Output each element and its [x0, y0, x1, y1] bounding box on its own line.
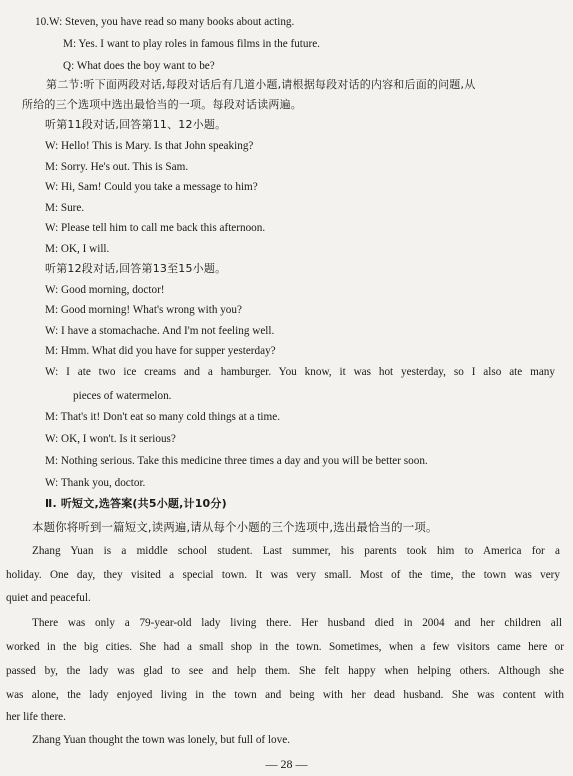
- dialogue-line: W: Please tell him to call me back this afternoon.: [45, 222, 266, 234]
- part-instruction: 本题你将听到一篇短文,读两遍,请从每个小题的三个选项中,选出最恰当的一项。: [32, 520, 438, 534]
- dialogue-line: M: Good morning! What's wrong with you?: [45, 304, 242, 316]
- question-line: Q: What does the boy want to be?: [63, 60, 215, 72]
- dialogue-line: M: Yes. I want to play roles in famous films in the future.: [63, 38, 320, 50]
- passage-line: passed by, the lady was glad to see and help them. She felt happy when helping others. Although she: [6, 665, 564, 677]
- dialogue-line: W: OK, I won't. Is it serious?: [45, 433, 176, 445]
- passage-line: Zhang Yuan is a middle school student. Last summer, his parents took him to America for a: [32, 545, 560, 557]
- section-instruction: 第二节:听下面两段对话,每段对话后有几道小题,请根据每段对话的内容和后面的问题,从: [46, 78, 476, 91]
- passage-line: quiet and peaceful.: [6, 592, 91, 604]
- dialogue-line: W: Good morning, doctor!: [45, 284, 165, 296]
- dialogue-line: W: I have a stomachache. And I'm not feeling well.: [45, 325, 275, 337]
- dialogue-line: M: Sure.: [45, 202, 85, 214]
- dialogue-line: W: Hello! This is Mary. Is that John speaking?: [45, 140, 254, 152]
- passage-line: There was only a 79-year-old lady living there. Her husband died in 2004 and her children all: [32, 617, 562, 629]
- passage-line: Zhang Yuan thought the town was lonely, but full of love.: [32, 734, 290, 746]
- page-number: [0, 757, 573, 772]
- dialogue-line: W: Hi, Sam! Could you take a message to him?: [45, 181, 258, 193]
- passage-line: was alone, the lady enjoyed living in the town and being with her dead husband. She was content with: [6, 689, 564, 701]
- passage-line: her life there.: [6, 711, 66, 723]
- page-number-text: — 28 —: [265, 757, 308, 771]
- part-title: Ⅱ. 听短文,选答案(共5小题,计10分): [45, 497, 227, 510]
- dialogue-intro: 听第11段对话,回答第11、12小题。: [45, 118, 227, 131]
- dialogue-line: M: Sorry. He's out. This is Sam.: [45, 161, 189, 173]
- dialogue-line-continued: pieces of watermelon.: [73, 390, 172, 402]
- passage-line: holiday. One day, they visited a special town. It was very small. Most of the time, the town was very: [6, 569, 560, 581]
- dialogue-line: M: That's it! Don't eat so many cold things at a time.: [45, 411, 280, 423]
- dialogue-line: M: Hmm. What did you have for supper yesterday?: [45, 345, 276, 357]
- dialogue-intro: 听第12段对话,回答第13至15小题。: [45, 262, 227, 275]
- dialogue-line: M: Nothing serious. Take this medicine three times a day and you will be better soon.: [45, 455, 428, 467]
- passage-line: worked in the big cities. She had a small shop in the town. Sometimes, when a few visitors came here or: [6, 641, 564, 653]
- dialogue-line: W: I ate two ice creams and a hamburger. You know, it was hot yesterday, so I also ate many: [45, 366, 555, 378]
- section-instruction: 所给的三个选项中选出最恰当的一项。每段对话读两遍。: [22, 98, 302, 111]
- dialogue-line: W: Thank you, doctor.: [45, 477, 146, 489]
- dialogue-line: M: OK, I will.: [45, 243, 110, 255]
- dialogue-line: 10.W: Steven, you have read so many books about acting.: [35, 16, 295, 28]
